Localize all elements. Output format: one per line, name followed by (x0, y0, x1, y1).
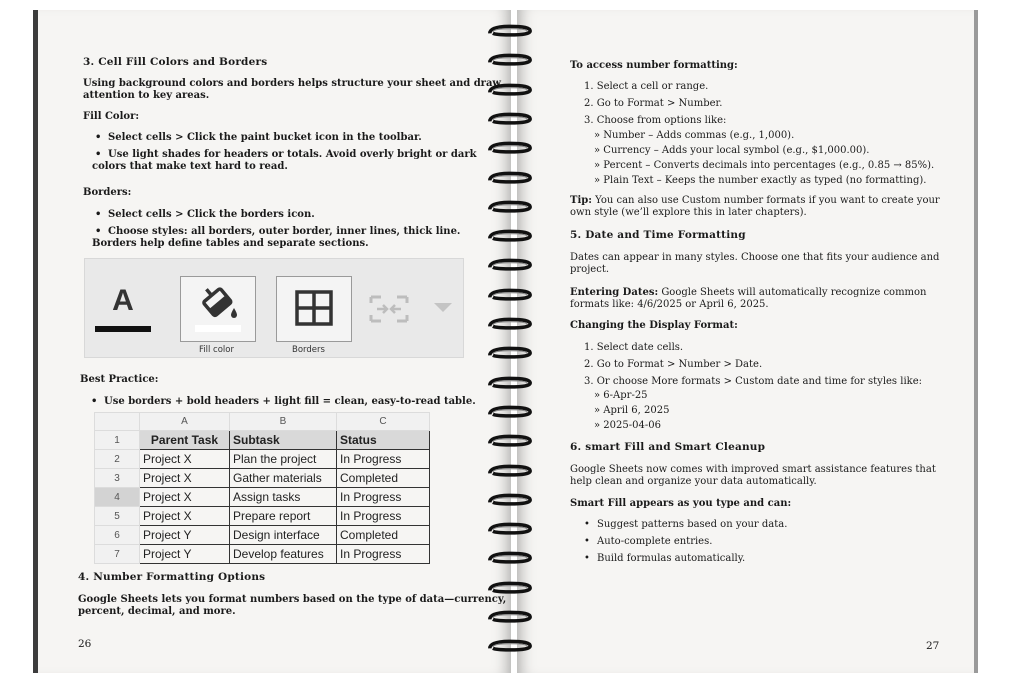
table-cell[interactable]: Project X (140, 507, 230, 526)
column-header-b[interactable]: B (230, 413, 337, 431)
table-row (95, 431, 430, 450)
date-step-1: 1. Select date cells. (584, 342, 684, 353)
spiral-ring (482, 83, 538, 97)
tip-text: You can also use Custom number formats if you want to create your (591, 195, 940, 206)
table-row (95, 526, 430, 545)
text-color-icon[interactable]: A (112, 284, 134, 317)
section-4-title: 4. Number Formatting Options (78, 571, 266, 583)
borders-caption: Borders (292, 345, 325, 355)
borders-button[interactable] (276, 276, 352, 342)
spiral-ring (482, 581, 538, 595)
section-6-intro-line-2: help clean and organize your data automatically. (570, 476, 817, 487)
date-example-1: » 6-Apr-25 (594, 390, 648, 401)
corner-cell (95, 413, 140, 431)
spiral-ring (482, 346, 538, 360)
date-step-3: 3. Or choose More formats > Custom date and time for styles like: (584, 376, 922, 387)
table-cell[interactable]: Assign tasks (230, 488, 337, 507)
row-number[interactable]: 5 (95, 507, 140, 526)
table-cell[interactable]: In Progress (337, 545, 430, 564)
section-3-intro-line-1: Using background colors and borders helps structure your sheet and draw (83, 78, 502, 89)
table-cell[interactable]: Project Y (140, 545, 230, 564)
header-cell-parent-task[interactable]: Parent Task (140, 431, 230, 450)
borders-grid-icon (277, 277, 351, 341)
column-header-row (95, 413, 430, 431)
row-number[interactable]: 2 (95, 450, 140, 469)
spiral-ring (482, 434, 538, 448)
spiral-ring (482, 522, 538, 536)
date-example-3: » 2025-04-06 (594, 420, 661, 431)
smart-bullet-1: • Suggest patterns based on your data. (597, 519, 787, 531)
access-step-2: 2. Go to Format > Number. (584, 98, 723, 109)
table-cell[interactable]: In Progress (337, 488, 430, 507)
section-6-intro-line-1: Google Sheets now comes with improved smart assistance features that (570, 464, 936, 475)
section-6-title: 6. smart Fill and Smart Cleanup (570, 441, 766, 453)
column-header-c[interactable]: C (337, 413, 430, 431)
table-cell[interactable]: Completed (337, 469, 430, 488)
table-row (95, 545, 430, 564)
fill-bullet-2-line-1: • Use light shades for headers or totals. Avoid overly bright or dark (108, 149, 477, 161)
spiral-ring (482, 200, 538, 214)
table-row (95, 488, 430, 507)
access-step-1: 1. Select a cell or range. (584, 81, 709, 92)
spiral-ring (482, 405, 538, 419)
table-cell[interactable]: Design interface (230, 526, 337, 545)
borders-bullet-2-line-1: • Choose styles: all borders, outer border, inner lines, thick line. (108, 226, 460, 238)
borders-bullet-1: • Select cells > Click the borders icon. (108, 209, 315, 221)
entering-dates-line-1 (570, 287, 927, 300)
access-heading: To access number formatting: (570, 60, 738, 71)
smart-bullet-3: • Build formulas automatically. (597, 553, 745, 565)
spiral-ring (482, 112, 538, 126)
text-color-swatch (95, 326, 151, 332)
table-row (95, 450, 430, 469)
entering-dates-line-2: formats like: 4/6/2025 or April 6, 2025. (570, 299, 769, 310)
spiral-ring (482, 229, 538, 243)
table-row (95, 507, 430, 526)
option-number: » Number – Adds commas (e.g., 1,000). (594, 130, 795, 141)
entering-dates-text: Google Sheets will automatically recognize common (658, 287, 927, 298)
right-page (517, 10, 978, 673)
spiral-ring (482, 288, 538, 302)
table-cell[interactable]: Completed (337, 526, 430, 545)
access-step-3: 3. Choose from options like: (584, 115, 727, 126)
spiral-ring (482, 610, 538, 624)
smart-bullet-2: • Auto-complete entries. (597, 536, 712, 548)
table-cell[interactable]: Project X (140, 488, 230, 507)
option-currency: » Currency – Adds your local symbol (e.g., $1,000.00). (594, 145, 870, 156)
spiral-ring (482, 171, 538, 185)
tip-line-1 (570, 195, 940, 208)
spreadsheet-example (94, 412, 430, 564)
section-3-title: 3. Cell Fill Colors and Borders (83, 56, 268, 68)
spiral-ring (482, 24, 538, 38)
page-number-left: 26 (78, 638, 92, 650)
table-cell[interactable]: Plan the project (230, 450, 337, 469)
tip-label: Tip: (570, 195, 592, 206)
section-5-intro-line-1: Dates can appear in many styles. Choose one that fits your audience and (570, 252, 940, 263)
spiral-ring (482, 639, 538, 653)
row-number[interactable]: 6 (95, 526, 140, 545)
table-cell[interactable]: Project X (140, 469, 230, 488)
row-number[interactable]: 1 (95, 431, 140, 450)
spiral-ring (482, 376, 538, 390)
spiral-ring (482, 258, 538, 272)
header-cell-status[interactable]: Status (337, 431, 430, 450)
spiral-ring (482, 53, 538, 67)
option-percent: » Percent – Converts decimals into percentages (e.g., 0.85 → 85%). (594, 160, 935, 171)
spiral-ring (482, 317, 538, 331)
merge-cells-icon[interactable] (367, 289, 411, 329)
fill-bullet-1: • Select cells > Click the paint bucket icon in the toolbar. (108, 132, 422, 144)
spiral-ring (482, 551, 538, 565)
spiral-ring (482, 141, 538, 155)
fill-bullet-2-line-2: colors that make text hard to read. (92, 161, 288, 172)
table-row (95, 469, 430, 488)
open-book (33, 10, 978, 673)
header-cell-subtask[interactable]: Subtask (230, 431, 337, 450)
date-step-2: 2. Go to Format > Number > Date. (584, 359, 763, 370)
spiral-ring (482, 493, 538, 507)
table-cell[interactable]: Project X (140, 450, 230, 469)
borders-heading: Borders: (83, 187, 132, 198)
chevron-down-icon[interactable] (432, 301, 454, 315)
row-number[interactable]: 3 (95, 469, 140, 488)
best-practice-bullet: • Use borders + bold headers + light fill = clean, easy-to-read table. (104, 396, 476, 408)
table-cell[interactable]: Prepare report (230, 507, 337, 526)
borders-bullet-2-line-2: Borders help define tables and separate sections. (92, 238, 369, 249)
table-cell[interactable]: In Progress (337, 450, 430, 469)
option-plain-text: » Plain Text – Keeps the number exactly as typed (no formatting). (594, 175, 927, 186)
spreadsheet-table (94, 412, 430, 564)
left-page (33, 10, 511, 673)
tip-line-2: own style (we’ll explore this in later chapters). (570, 207, 807, 218)
section-3-intro-line-2: attention to key areas. (83, 90, 210, 101)
section-5-title: 5. Date and Time Formatting (570, 229, 746, 241)
fill-color-caption: Fill color (199, 345, 234, 355)
best-practice-heading: Best Practice: (80, 374, 159, 385)
table-cell[interactable]: Develop features (230, 545, 337, 564)
spiral-ring (482, 464, 538, 478)
table-cell[interactable]: Gather materials (230, 469, 337, 488)
table-cell[interactable]: In Progress (337, 507, 430, 526)
entering-dates-label: Entering Dates: (570, 287, 659, 298)
section-4-intro-line-2: percent, decimal, and more. (78, 606, 236, 617)
changing-format-heading: Changing the Display Format: (570, 320, 738, 331)
date-example-2: » April 6, 2025 (594, 405, 670, 416)
table-cell[interactable]: Project Y (140, 526, 230, 545)
row-number[interactable]: 7 (95, 545, 140, 564)
paint-bucket-icon (181, 277, 255, 341)
section-5-intro-line-2: project. (570, 264, 610, 275)
toolbar-screenshot (84, 258, 464, 358)
fill-color-heading: Fill Color: (83, 111, 140, 122)
section-4-intro-line-1: Google Sheets lets you format numbers based on the type of data—currency, (78, 594, 507, 605)
row-number-selected[interactable]: 4 (95, 488, 140, 507)
fill-color-button[interactable] (180, 276, 256, 342)
smart-fill-heading: Smart Fill appears as you type and can: (570, 498, 792, 509)
page-number-right: 27 (926, 640, 940, 652)
column-header-a[interactable]: A (140, 413, 230, 431)
